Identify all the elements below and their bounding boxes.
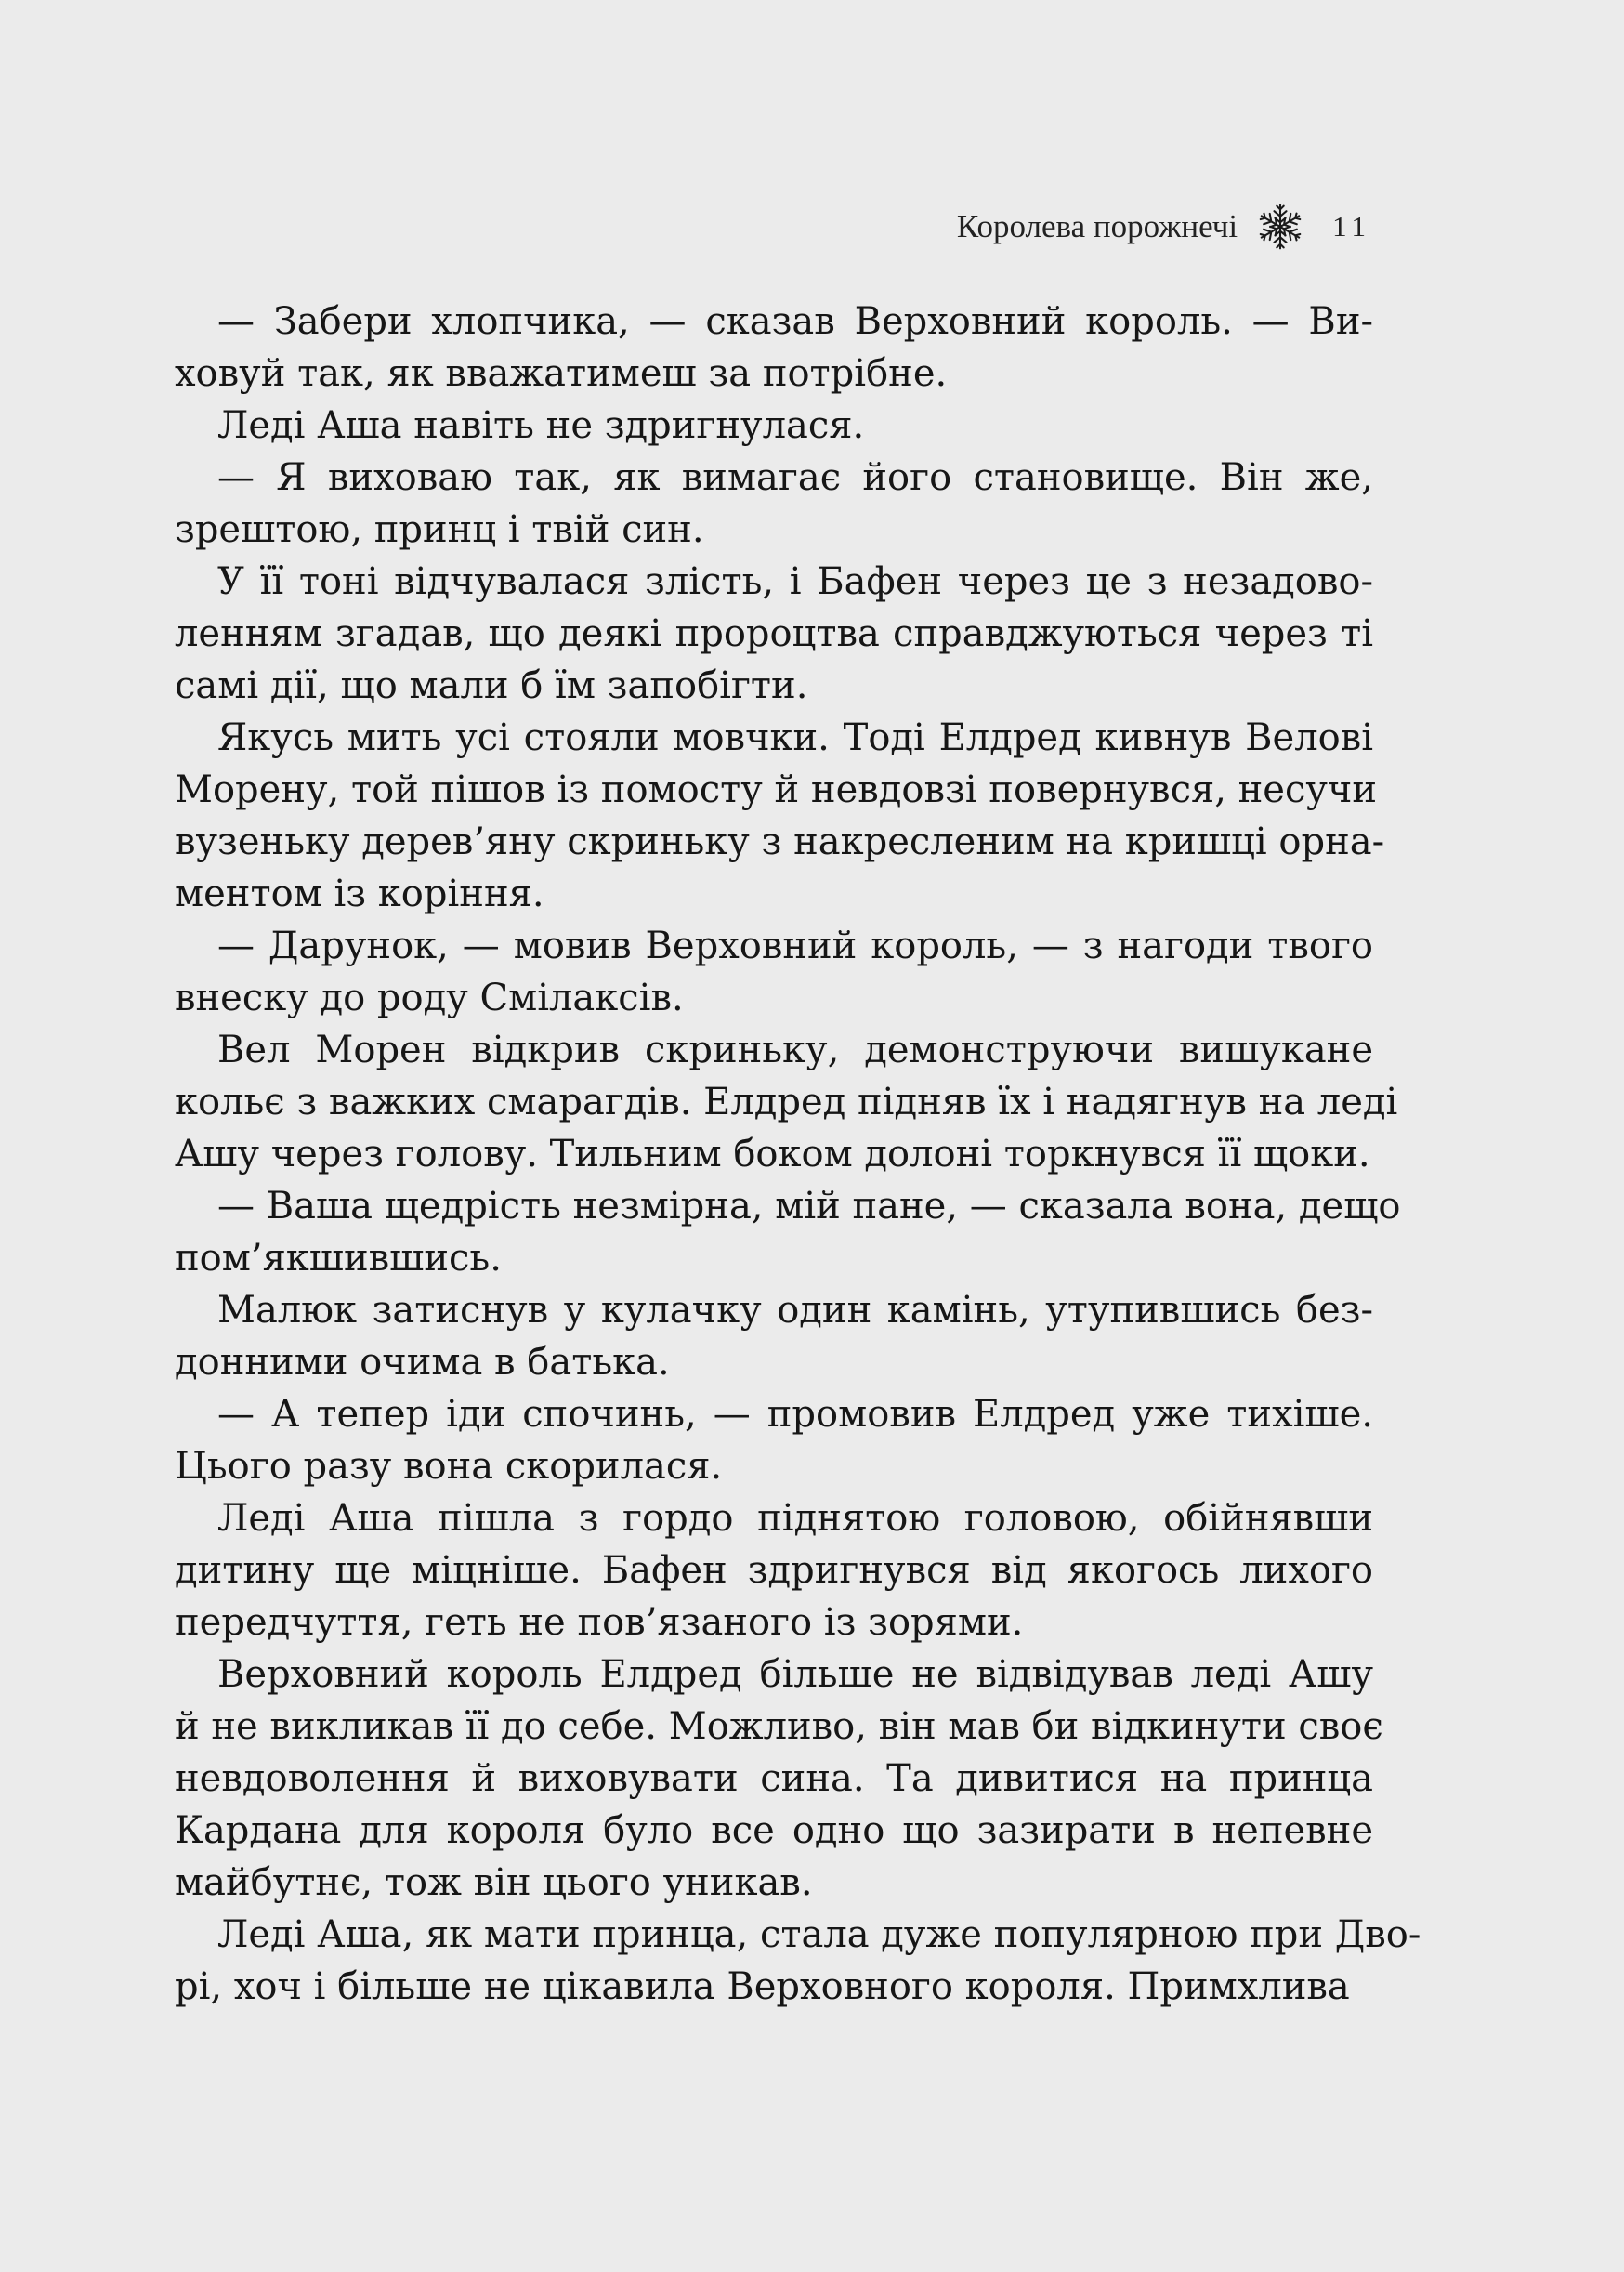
text-line: невдоволення й виховувати сина. Та дивитися на принца [175,1757,1373,1800]
text-line: донними очима в батька. [175,1341,670,1384]
text-line: — Ваша щедрість незмірна, мій пане, — сказала вона, дещо [217,1185,1401,1228]
text-line: Леді Аша, як мати принца, стала дуже популярною при Дво- [217,1913,1421,1956]
text-line: Морену, той пішов із помосту й невдовзі повернувся, несучи [175,768,1378,811]
running-header [957,201,1371,253]
text-line: й не викликав її до себе. Можливо, він мав би відкинути своє [175,1705,1383,1748]
text-line: — А тепер іди спочинь, — промовив Елдред уже тихіше. [217,1393,1373,1436]
paragraph [175,1909,1421,2013]
text-line: — Я виховаю так, як вимагає його становище. Він же, [217,456,1373,499]
snowflake-icon [1254,201,1306,253]
text-line: пом’якшившись. [175,1237,502,1280]
text-line: — Дарунок, — мовив Верховний король, — з нагоди твого [217,925,1373,967]
text-line: передчуття, геть не пов’язаного із зорями. [175,1601,1024,1644]
text-line: Кардана для короля було все одно що зазирати в непевне [175,1809,1373,1852]
paragraph [175,295,1373,400]
text-line: ментом із коріння. [175,873,544,915]
paragraph [175,1388,1373,1492]
text-line: Вел Морен відкрив скриньку, демонструючи вишукане [217,1029,1373,1071]
paragraph [175,920,1373,1024]
text-line: самі дії, що мали б їм запобігти. [175,664,808,707]
text-line: Малюк затиснув у кулачку один камінь, утупившись без- [217,1289,1373,1332]
text-line: Леді Аша навіть не здригнулася. [217,404,865,447]
text-line: ховуй так, як вважатимеш за потрібне. [175,352,948,395]
text-line: Цього разу вона скорилася. [175,1445,723,1488]
body-text [175,295,1421,2013]
text-line: майбутнє, тож він цього уникав. [175,1861,813,1904]
text-line: У її тоні відчувалася злість, і Бафен через це з незадово- [217,560,1373,603]
text-line: Верховний король Елдред більше не відвідував леді Ашу [217,1653,1373,1696]
text-line: дитину ще міцніше. Бафен здригнувся від якогось лихого [175,1549,1373,1592]
paragraph [175,452,1373,556]
paragraph [175,1492,1373,1648]
text-line: внеску до роду Смілаксів. [175,977,684,1019]
text-line: Ашу через голову. Тильним боком долоні торкнувся її щоки. [175,1133,1370,1175]
paragraph [175,1648,1383,1909]
text-line: вузеньку дерев’яну скриньку з накресленим на кришці орна- [175,821,1385,863]
running-title: Королева порожнечі [956,208,1238,244]
text-line: кольє з важких смарагдів. Елдред підняв їх і надягнув на леді [175,1081,1398,1123]
paragraph [175,1024,1398,1180]
page-number: 11 [1332,210,1371,243]
text-line: Якусь мить усі стояли мовчки. Тоді Елдред кивнув Велові [217,716,1373,759]
paragraph [175,712,1385,920]
paragraph [175,1284,1373,1388]
paragraph [175,1180,1401,1284]
text-line: — Забери хлопчика, — сказав Верховний король. — Ви- [217,300,1373,343]
text-line: Леді Аша пішла з гордо піднятою головою, обійнявши [217,1497,1373,1540]
text-line: рі, хоч і більше не цікавила Верховного короля. Примхлива [175,1965,1350,2008]
text-line: ленням згадав, що деякі пророцтва справджуються через ті [175,612,1373,655]
text-line: зрештою, принц і твій син. [175,508,704,551]
paragraph [175,556,1373,712]
paragraph [175,400,1373,452]
